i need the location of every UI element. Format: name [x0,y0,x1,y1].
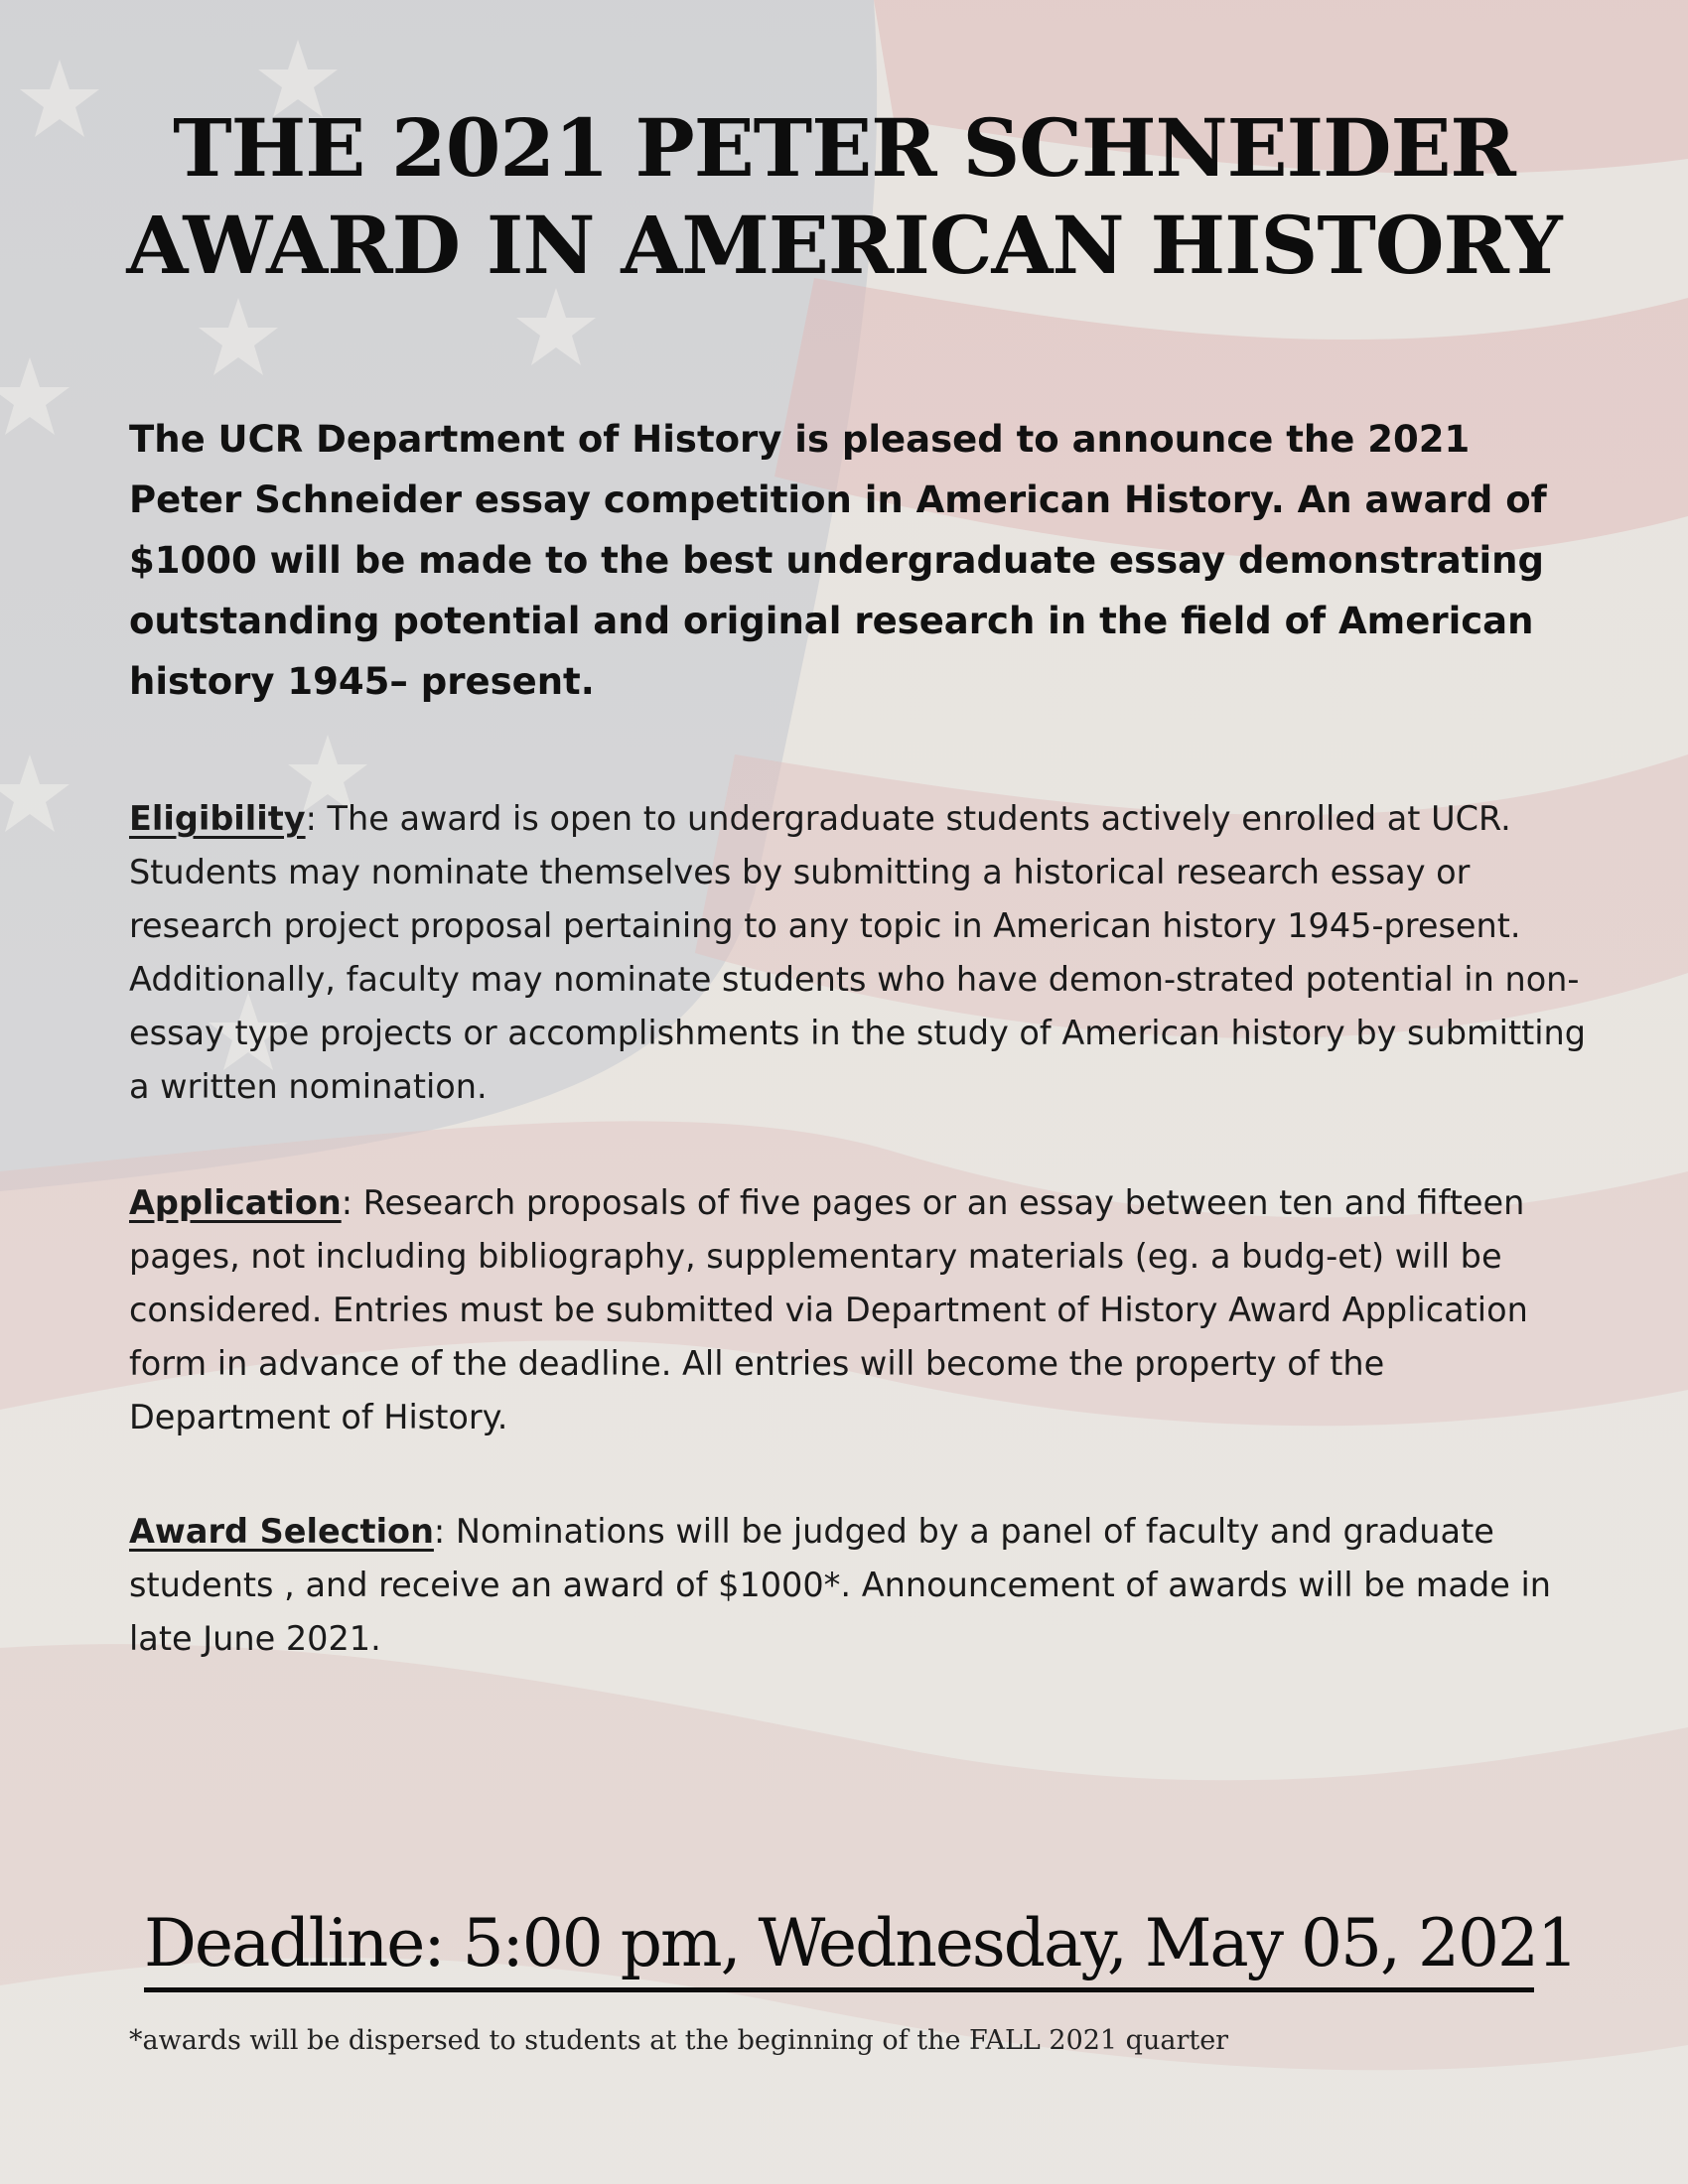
footnote: *awards will be dispersed to students at the beginning of the FALL 2021 quarter [129,2025,1229,2056]
title-line-2: AWARD IN AMERICAN HISTORY [126,199,1562,292]
application-section [129,1176,1589,1444]
eligibility-section [129,792,1589,1114]
flyer-title [0,99,1688,294]
title-line-1: THE 2021 PETER SCHNEIDER [173,101,1515,195]
eligibility-heading: Eligibility [129,799,306,838]
deadline: Deadline: 5:00 pm, Wednesday, May 05, 2021 [144,1904,1534,1992]
award-selection-section [129,1505,1589,1666]
award-selection-text: : Nominations will be judged by a panel of faculty and graduate students , and receive an award of $1000*. Announcement of awards will be made in late June 2021. [129,1512,1552,1658]
application-heading: Application [129,1183,342,1222]
award-selection-heading: Award Selection [129,1512,434,1551]
intro-paragraph: The UCR Department of History is pleased to announce the 2021 Peter Schneider essay competition in American History. An award of $1000 will be made to the best undergraduate essay demonstrating outstanding potential and original research in the field of American history 1945– present. [129,418,1547,703]
eligibility-text: : The award is open to undergraduate students actively enrolled at UCR. Students may nominate themselves by submitting a historical research essay or research project proposal pertaining to any topic in American history 1945-present. Additionally, faculty may nominate students who have demon-strated potential in non-essay type projects or accomplishments in the study of American history by submitting a written nomination. [129,799,1587,1106]
application-text: : Research proposals of five pages or an essay between ten and fifteen pages, not including bibliography, supplementary materials (eg. a budg-et) will be considered. Entries must be submitted via Department of History Award Application form in advance of the deadline. All entries will become the property of the Department of History. [129,1183,1528,1436]
